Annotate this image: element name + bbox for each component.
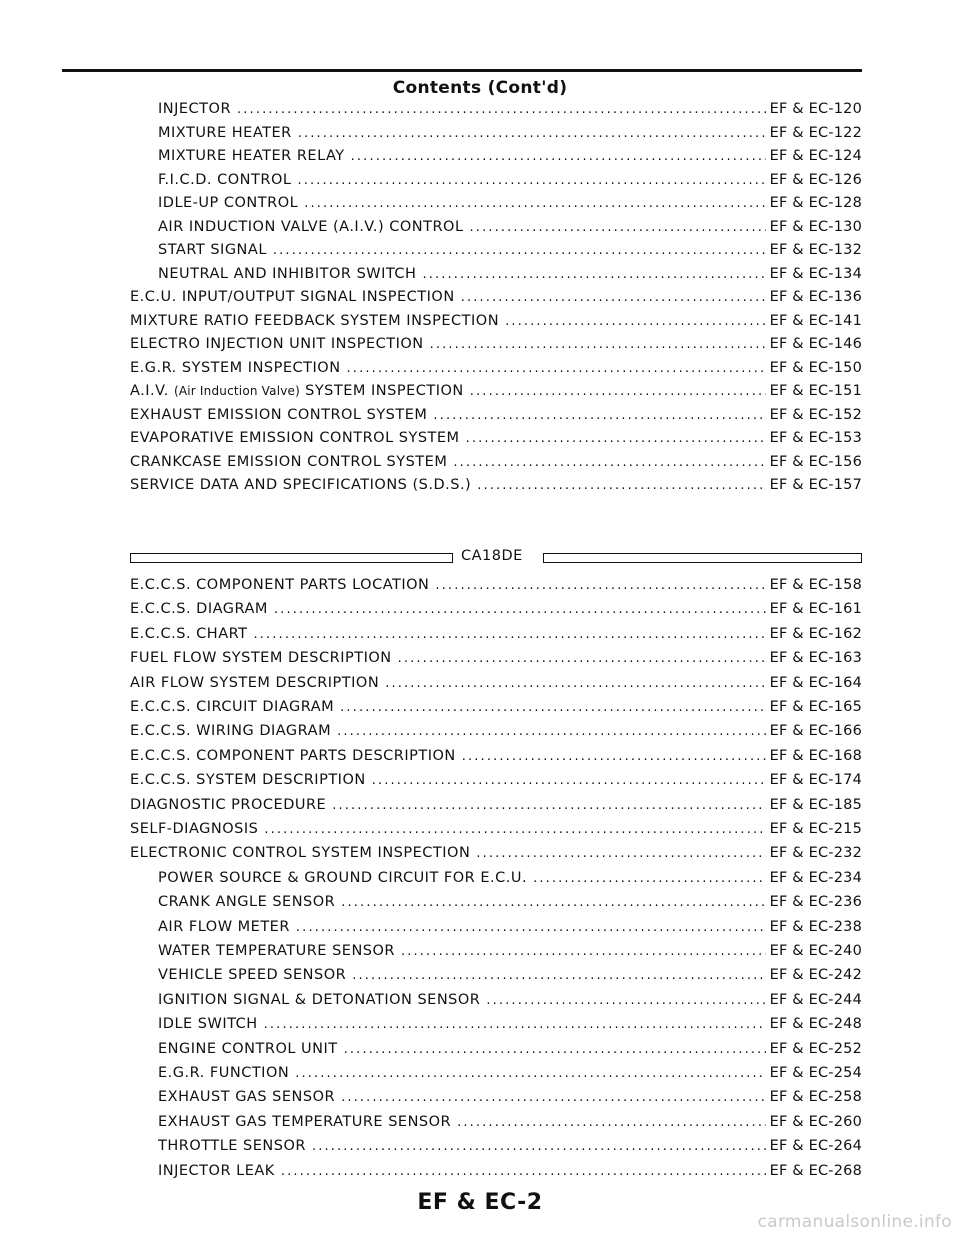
dot-leader [312, 1139, 766, 1154]
toc-entry-title: CRANKCASE EMISSION CONTROL SYSTEM [130, 453, 448, 470]
toc-entry-page: EF & EC-141 [769, 312, 862, 329]
toc-entry-page: EF & EC-166 [769, 723, 862, 740]
dot-leader [457, 1115, 765, 1130]
toc-entry-title: SERVICE DATA AND SPECIFICATIONS (S.D.S.) [130, 477, 472, 493]
dot-leader [385, 676, 765, 691]
toc-entry [158, 172, 862, 194]
toc-entry [130, 313, 862, 335]
toc-entry [158, 219, 862, 241]
toc-entry-title: INJECTOR [158, 101, 232, 117]
toc-entry-page: EF & EC-252 [769, 1040, 862, 1057]
toc-entry [158, 125, 862, 147]
toc-entry-page: EF & EC-162 [769, 625, 862, 642]
toc-entry [158, 992, 862, 1014]
toc-entry-title: SELF-DIAGNOSIS [130, 821, 259, 837]
toc-entry-page: EF & EC-234 [769, 869, 862, 886]
toc-entry-title: THROTTLE SENSOR [158, 1138, 306, 1155]
toc-entry-page: EF & EC-248 [769, 1016, 862, 1033]
toc-entry-title: EVAPORATIVE EMISSION CONTROL SYSTEM [130, 430, 460, 446]
dot-leader [470, 384, 766, 399]
toc-entry-title: E.C.C.S. SYSTEM DESCRIPTION [130, 772, 366, 789]
toc-entry [130, 601, 862, 623]
toc-entry-page: EF & EC-150 [769, 359, 862, 376]
dot-leader [298, 126, 766, 141]
toc-entry-page: EF & EC-156 [769, 453, 862, 470]
section-divider [130, 548, 862, 568]
toc-entry-page: EF & EC-264 [769, 1138, 862, 1155]
watermark: carmanualsonline.info [757, 1212, 952, 1232]
toc-entry-title: NEUTRAL AND INHIBITOR SWITCH [158, 265, 417, 282]
toc-entry-page: EF & EC-260 [769, 1113, 862, 1130]
toc-entry-page: EF & EC-161 [769, 601, 862, 618]
toc-entry-title: MIXTURE HEATER RELAY [158, 148, 345, 164]
dot-leader [264, 822, 765, 837]
dot-leader [352, 968, 765, 983]
toc-entry [158, 195, 862, 217]
toc-entry-title: E.C.C.S. COMPONENT PARTS DESCRIPTION [130, 747, 456, 764]
toc-entry-page: EF & EC-164 [769, 674, 862, 691]
dot-leader [462, 749, 766, 764]
dot-leader [430, 337, 766, 352]
toc-entry-title: AIR FLOW METER [158, 918, 290, 935]
dot-leader [470, 220, 766, 235]
toc-entry [130, 336, 862, 358]
toc-entry-title: AIR FLOW SYSTEM DESCRIPTION [130, 674, 380, 691]
dot-leader [264, 1017, 766, 1032]
toc-entry-page: EF & EC-232 [769, 845, 862, 862]
toc-entry [158, 1065, 862, 1087]
toc-entry-page: EF & EC-174 [769, 772, 862, 789]
dot-leader [476, 846, 765, 861]
toc-entry-page: EF & EC-146 [769, 336, 862, 352]
toc-entry-title: ELECTRONIC CONTROL SYSTEM INSPECTION [130, 845, 471, 862]
toc-entry [158, 1138, 862, 1160]
toc-entry [130, 821, 862, 843]
toc-entry-title: E.C.C.S. CHART [130, 625, 248, 642]
dot-leader [461, 290, 766, 305]
toc-entry-page: EF & EC-126 [769, 171, 862, 188]
toc-entry-title: IDLE-UP CONTROL [158, 195, 299, 211]
toc-entry [130, 289, 862, 311]
toc-entry-title: E.C.C.S. DIAGRAM [130, 601, 268, 618]
toc-entry-page: EF & EC-240 [769, 943, 862, 959]
toc-entry [158, 894, 862, 916]
dot-leader [486, 993, 765, 1008]
page-number: EF & EC-2 [417, 1190, 543, 1215]
toc-entry [130, 797, 862, 819]
toc-entry [158, 943, 862, 965]
toc-entry-title: MIXTURE HEATER [158, 124, 292, 141]
toc-entry [158, 1089, 862, 1111]
toc-entry-title: POWER SOURCE & GROUND CIRCUIT FOR E.C.U. [158, 869, 528, 886]
toc-entry [130, 675, 862, 697]
page-heading: Contents (Cont'd) [392, 78, 568, 98]
dot-leader [466, 431, 766, 446]
dot-leader [340, 700, 765, 715]
toc-entry-title: EXHAUST EMISSION CONTROL SYSTEM [130, 406, 428, 423]
dot-leader [281, 1164, 766, 1179]
toc-entry-title: E.C.C.S. WIRING DIAGRAM [130, 723, 332, 740]
toc-entry-page: EF & EC-236 [769, 894, 862, 911]
dot-leader [304, 196, 765, 211]
toc-entry-page: EF & EC-128 [769, 195, 862, 211]
top-rule [62, 69, 862, 72]
toc-entry [130, 454, 862, 476]
toc-entry-page: EF & EC-152 [769, 406, 862, 423]
dot-leader [332, 798, 765, 813]
toc-entry-title: MIXTURE RATIO FEEDBACK SYSTEM INSPECTION [130, 312, 500, 329]
toc-entry-page: EF & EC-242 [769, 967, 862, 984]
toc-entry-page: EF & EC-153 [769, 430, 862, 446]
toc-entry-title: INJECTOR LEAK [158, 1162, 275, 1179]
toc-entry-title: EXHAUST GAS SENSOR [158, 1089, 336, 1106]
dot-leader [341, 895, 765, 910]
toc-entry-title: IDLE SWITCH [158, 1016, 258, 1033]
toc-entry-page: EF & EC-238 [769, 918, 862, 935]
toc-entry [130, 577, 862, 599]
toc-entry-page: EF & EC-124 [769, 148, 862, 164]
toc-entry-title: FUEL FLOW SYSTEM DESCRIPTION [130, 650, 392, 667]
toc-entry-page: EF & EC-134 [769, 265, 862, 282]
dot-leader [477, 478, 765, 493]
toc-entry [158, 1163, 862, 1185]
toc-entry-page: EF & EC-120 [769, 101, 862, 117]
toc-entry [130, 845, 862, 867]
toc-entry-title: WATER TEMPERATURE SENSOR [158, 943, 395, 959]
dot-leader [337, 724, 766, 739]
toc-entry [130, 772, 862, 794]
toc-entry-page: EF & EC-158 [769, 577, 862, 593]
divider-bar-right [543, 553, 862, 563]
toc-entry [130, 430, 862, 452]
toc-entry [158, 919, 862, 941]
toc-entry-page: EF & EC-215 [769, 821, 862, 837]
dot-leader [401, 944, 766, 959]
dot-leader [274, 602, 766, 617]
dot-leader [344, 1042, 766, 1057]
toc-entry [130, 360, 862, 382]
toc-entry [158, 1114, 862, 1136]
toc-entry-page: EF & EC-268 [769, 1162, 862, 1179]
dot-leader [347, 361, 766, 376]
toc-entry-page: EF & EC-258 [769, 1089, 862, 1106]
dot-leader [295, 1066, 765, 1081]
toc-entry [130, 748, 862, 770]
toc-entry [158, 870, 862, 892]
dot-leader [372, 773, 766, 788]
toc-entry-title: A.I.V. (Air Induction Valve) SYSTEM INSPECTION [130, 383, 464, 399]
section-tag: CA18DE [461, 548, 523, 564]
toc-entry-page: EF & EC-168 [769, 747, 862, 764]
toc-entry-page: EF & EC-185 [769, 796, 862, 813]
toc-entry [158, 148, 862, 170]
toc-entry [158, 967, 862, 989]
dot-leader [398, 651, 766, 666]
toc-entry-title: E.G.R. SYSTEM INSPECTION [130, 359, 341, 376]
dot-leader [341, 1090, 766, 1105]
dot-leader [422, 267, 765, 282]
dot-leader [273, 243, 766, 258]
dot-leader [453, 455, 765, 470]
toc-entry [130, 723, 862, 745]
toc-entry-page: EF & EC-163 [769, 650, 862, 667]
toc-entry-page: EF & EC-132 [769, 242, 862, 258]
toc-entry-page: EF & EC-122 [769, 124, 862, 141]
toc-entry [158, 101, 862, 123]
toc-entry [158, 242, 862, 264]
dot-leader [237, 102, 766, 117]
toc-entry-page: EF & EC-244 [769, 991, 862, 1008]
divider-bar-left [130, 553, 453, 563]
dot-leader [296, 920, 766, 935]
toc-entry [130, 699, 862, 721]
toc-entry-title: ELECTRO INJECTION UNIT INSPECTION [130, 336, 424, 352]
toc-entry [130, 477, 862, 499]
toc-entry [130, 383, 862, 405]
toc-entry [158, 1041, 862, 1063]
toc-entry-title: E.C.C.S. CIRCUIT DIAGRAM [130, 699, 335, 715]
toc-entry-page: EF & EC-165 [769, 699, 862, 715]
toc-entry-title: E.G.R. FUNCTION [158, 1065, 290, 1081]
toc-entry-title: DIAGNOSTIC PROCEDURE [130, 796, 327, 813]
dot-leader [433, 408, 765, 423]
dot-leader [533, 871, 765, 886]
toc-entry-page: EF & EC-254 [769, 1065, 862, 1081]
toc-entry-title: ENGINE CONTROL UNIT [158, 1040, 338, 1057]
toc-entry-title: AIR INDUCTION VALVE (A.I.V.) CONTROL [158, 218, 464, 235]
toc-entry-title: F.I.C.D. CONTROL [158, 171, 292, 188]
toc-entry-title: VEHICLE SPEED SENSOR [158, 967, 347, 984]
toc-entry [130, 626, 862, 648]
toc-entry [130, 407, 862, 429]
toc-entry-title: CRANK ANGLE SENSOR [158, 894, 336, 911]
dot-leader [297, 173, 765, 188]
toc-entry-title: EXHAUST GAS TEMPERATURE SENSOR [158, 1113, 452, 1130]
toc-entry-page: EF & EC-157 [769, 477, 862, 493]
toc-entry [158, 266, 862, 288]
dot-leader [435, 578, 765, 593]
toc-entry-page: EF & EC-136 [769, 289, 862, 305]
toc-entry-title: START SIGNAL [158, 242, 267, 258]
toc-entry-title: IGNITION SIGNAL & DETONATION SENSOR [158, 991, 481, 1008]
toc-entry [158, 1016, 862, 1038]
dot-leader [505, 314, 766, 329]
toc-entry-title: E.C.U. INPUT/OUTPUT SIGNAL INSPECTION [130, 289, 455, 305]
toc-entry-title: E.C.C.S. COMPONENT PARTS LOCATION [130, 577, 430, 593]
toc-entry [130, 650, 862, 672]
toc-entry-page: EF & EC-151 [769, 383, 862, 399]
dot-leader [351, 149, 766, 164]
toc-entry-page: EF & EC-130 [769, 218, 862, 235]
dot-leader [254, 627, 766, 642]
